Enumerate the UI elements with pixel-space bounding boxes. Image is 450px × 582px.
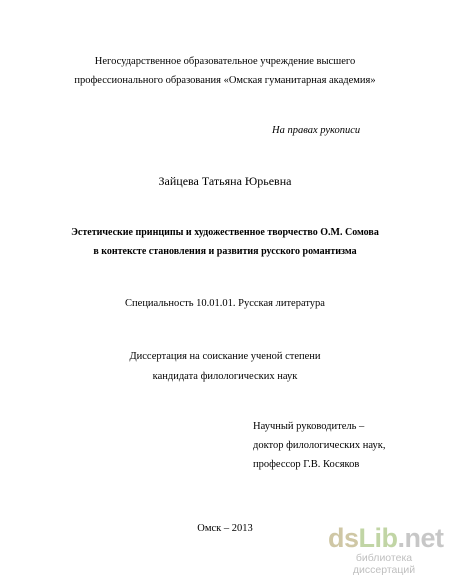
logo-ds: ds (328, 523, 359, 553)
institution-line-2: профессионального образования «Омская гуманитарная академия» (74, 75, 376, 86)
dslib-logo (328, 523, 444, 553)
institution-line-1: Негосударственное образовательное учреждение высшего (94, 56, 356, 67)
degree-line-1: Диссертация на соискание ученой степени (129, 351, 321, 362)
supervisor-line-3: профессор Г.В. Косяков (253, 459, 360, 470)
specialty: Специальность 10.01.01. Русская литература (125, 298, 325, 309)
supervisor-line-1: Научный руководитель – (253, 421, 365, 432)
author-name: Зайцева Татьяна Юрьевна (158, 174, 292, 188)
degree-line-2: кандидата филологических наук (152, 371, 298, 382)
logo-net: .net (397, 523, 444, 553)
dslib-watermark (328, 523, 444, 576)
rights-note: На правах рукописи (272, 125, 361, 136)
supervisor-line-2: доктор филологических наук, (253, 440, 386, 451)
watermark-subtitle: библиотека диссертаций (352, 552, 416, 576)
dissertation-title-line-1: Эстетические принципы и художественное творчество О.М. Сомова (71, 227, 379, 238)
logo-lib: Lib (358, 523, 398, 553)
dissertation-title-line-2: в контексте становления и развития русского романтизма (93, 246, 357, 257)
city-year: Омск – 2013 (197, 523, 253, 534)
